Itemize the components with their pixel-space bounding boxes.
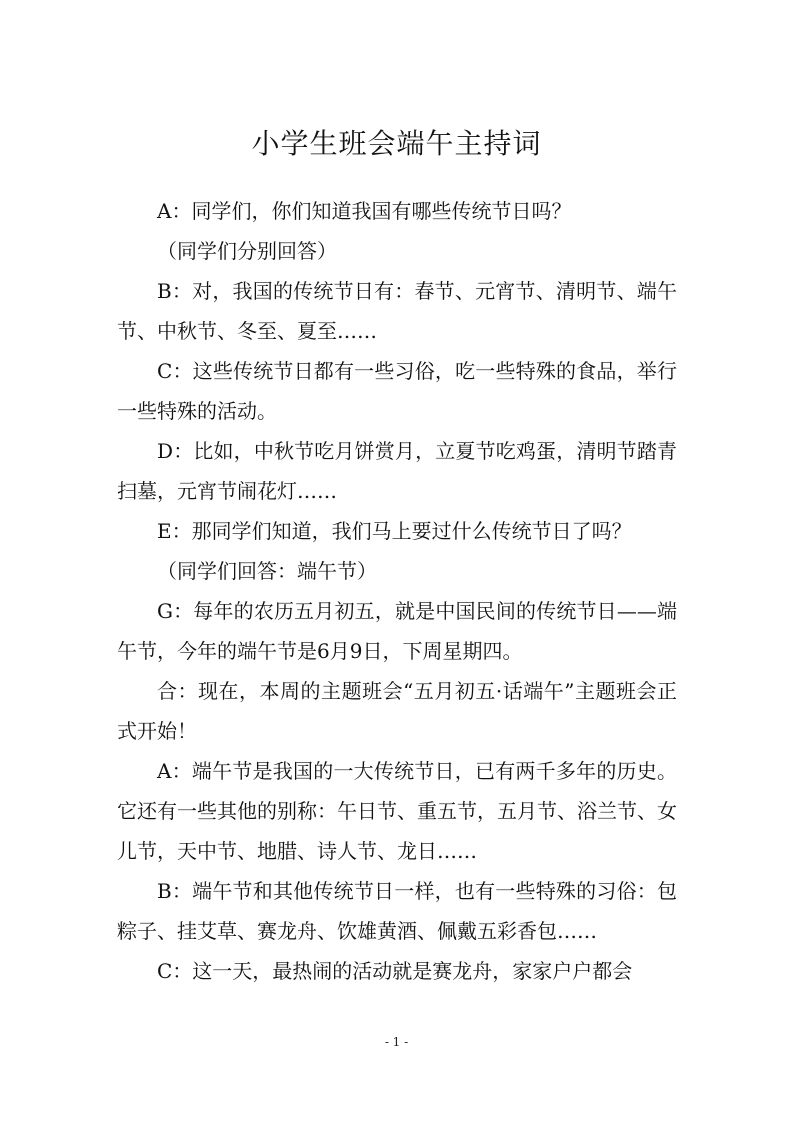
document-body [117, 191, 677, 991]
paragraph: A：端午节是我国的一大传统节日，已有两千多年的历史。它还有一些其他的别称：午日节、重五节，五月节、浴兰节、女儿节，天中节、地腊、诗人节、龙日…… [117, 759, 677, 863]
paragraph: G：每年的农历五月初五，就是中国民间的传统节日——端午节，今年的端午节是6月9日，下周星期四。 [117, 599, 677, 663]
paragraph: C：这些传统节日都有一些习俗，吃一些特殊的食品，举行一些特殊的活动。 [117, 359, 677, 423]
paragraph: B：端午节和其他传统节日一样，也有一些特殊的习俗：包粽子、挂艾草、赛龙舟、饮雄黄酒、佩戴五彩香包…… [117, 879, 677, 943]
paragraph: 合：现在，本周的主题班会“五月初五·话端午”主题班会正式开始！ [117, 679, 677, 743]
paragraph: C：这一天，最热闹的活动就是赛龙舟，家家户户都会 [157, 959, 633, 983]
paragraph: （同学们回答：端午节） [157, 559, 377, 583]
paragraph: B：对，我国的传统节日有：春节、元宵节、清明节、端午节、中秋节、冬至、夏至…… [117, 279, 677, 343]
document-title: 小学生班会端午主持词 [251, 127, 542, 160]
paragraph: A：同学们，你们知道我国有哪些传统节日吗？ [157, 199, 572, 223]
paragraph: E：那同学们知道，我们马上要过什么传统节日了吗？ [157, 519, 632, 543]
paragraph: （同学们分别回答） [157, 239, 337, 263]
paragraph: D：比如，中秋节吃月饼赏月，立夏节吃鸡蛋，清明节踏青扫墓，元宵节闹花灯…… [117, 439, 677, 503]
page-number: - 1 - [384, 1035, 409, 1049]
